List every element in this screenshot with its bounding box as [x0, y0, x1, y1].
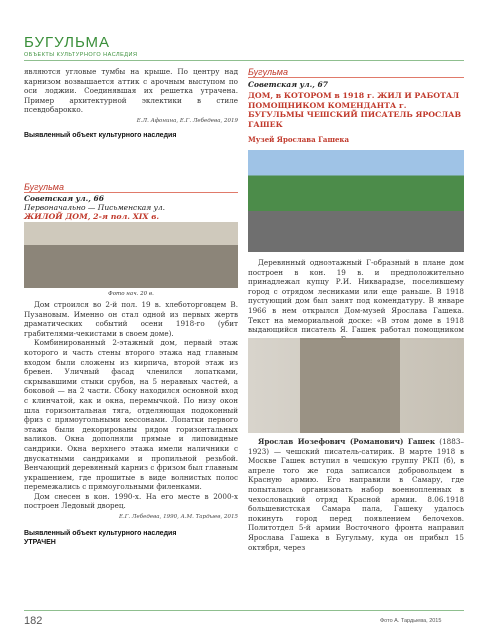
museum-photo: [248, 150, 464, 252]
section-title: БУГУЛЬМА: [24, 34, 111, 51]
left-body-p3: Дом снесен в кон. 1990-х. На его месте в 2000-х построен Ледовый дворец.: [24, 491, 238, 511]
hasek-bio: (1883–1923) — чешский писатель-сатирик. В марте 1918 в Москве Гашек вступил в чешскую группу РКП (б), в апреле того же года записался добровольцем в Красную армию. Его направили в Самару, где попытались организовать набор военнопленных в чехословацкий отряд Красной армии. 8.06.1918 большевистская Самара пала, Гашеку удалось покинуть город перед появлением белочехов. Политотдел 5-й армии Восточного фронта направил Ярослава Гашека в Бугульму, куда он прибыл 15 октября, через: [248, 437, 464, 552]
left-top-column: [24, 67, 238, 140]
left-body-p1: Дом строился во 2-й пол. 19 в. хлеботорговцем В. Пузановым. Именно он стал одной из первых жертв драматических событий осени 1918-го (убит грабителями-чекистами в своем доме).: [24, 300, 238, 338]
right-top-museum: Музей Ярослава Гашека: [248, 135, 350, 144]
right-top-title: ДОМ, в КОТОРОМ в 1918 г. ЖИЛ И РАБОТАЛ ПОМОЩНИКОМ КОМЕНДАНТА г. БУГУЛЬМЫ ЧЕШСКИЙ ПИСАТЕЛЬ ЯРОСЛАВ ГАШЕК: [248, 91, 462, 129]
left-body-signature: Е.Г. Лебедева, 1990, А.М. Тардыев, 2015: [119, 514, 238, 521]
sec2-former: Первоначально — Письменская ул.: [24, 203, 166, 212]
left-body-column: [24, 300, 238, 547]
sec2-heading: [24, 182, 238, 222]
left-body-p2: Комбинированный 2-этажный дом, первый этаж которого и часть стены второго этажа над главным входом были сложены из кирпича, второй этаж из бревен. Уличный фасад членился лопатками, скрывавшими стыки срубов, на 5 неравных частей, а боковой — на 2 части. Сбоку находился основной вход с клинчатой, как и окна, перемычкой. По низу окон шла горизонтальная тяга, отделяющая подоконный фриз с прямоугольными кессонами. Лопатки первого этажа были декорированы рядом горизонтальных валиков. Окна дополняли прямые и липовидные сандрики. Окна верхнего этажа имели наличники с двускатными сандриками и пропильной резьбой. Венчающий деревянный карниз с фризом был главным украшением, где прошитые в виде волнистых полос перемежались с прямоугольными филенками.: [24, 338, 238, 492]
left-top-text: являются угловые тумбы на крыше. По центру над карнизом возвышается аттик с арочным выступом по оси лоджии. Соединявшая их решетка утрачена. Пример архитектурной эклектики в стиле псевдобарокко.: [24, 67, 238, 115]
footer-divider: [24, 610, 464, 611]
old-house-caption: Фото нач. 20 в.: [108, 291, 154, 297]
right-body-column: [248, 258, 464, 344]
right-body-p1: Деревянный одноэтажный Г-образный в плане дом построен в кон. 19 в. и предположительно принадлежал купцу Р.И. Никварадзе, поселившему город с отрядом лесниками или еще раньше. В 1918 пустующий дом был занят под комендатуру. В январе 1966 в нем открылся Дом-музей Ярослава Гашека. Текст на мемориальной доске: «В этом доме в 1918 выдающийся писатель Я. Гашек работал помощником: [248, 258, 464, 335]
right-top-address: Советская ул., 67: [248, 80, 328, 89]
left-top-status: Выявленный объект культурного наследия: [24, 131, 177, 139]
right-top-heading: [248, 67, 464, 145]
header-divider: [24, 60, 464, 61]
page-number: 182: [24, 615, 43, 627]
right-body-bio: [248, 437, 464, 552]
right-top-rule: [248, 77, 464, 78]
left-top-signature: Е.Л. Афонина, Е.Г. Лебедева, 2019: [136, 117, 238, 124]
sec2-title: ЖИЛОЙ ДОМ, 2-я пол. XIX в.: [24, 212, 160, 221]
left-body-status-lost: УТРАЧЕН: [24, 538, 56, 546]
sec2-address: Советская ул., 66: [24, 194, 104, 203]
section-subtitle: ОБЪЕКТЫ КУЛЬТУРНОГО НАСЛЕДИЯ: [24, 52, 138, 58]
hasek-relief-photo: [300, 338, 400, 433]
sec2-city: Бугульма: [24, 182, 64, 192]
photo-credit: Фото А. Тардыева, 2015: [380, 618, 442, 624]
hasek-name: Ярослав Иозефович (Романович) Гашек: [258, 437, 436, 446]
right-top-city: Бугульма: [248, 67, 288, 77]
sec2-rule: [24, 192, 238, 193]
old-house-photo: [24, 222, 238, 288]
left-body-status: Выявленный объект культурного наследия: [24, 529, 177, 537]
